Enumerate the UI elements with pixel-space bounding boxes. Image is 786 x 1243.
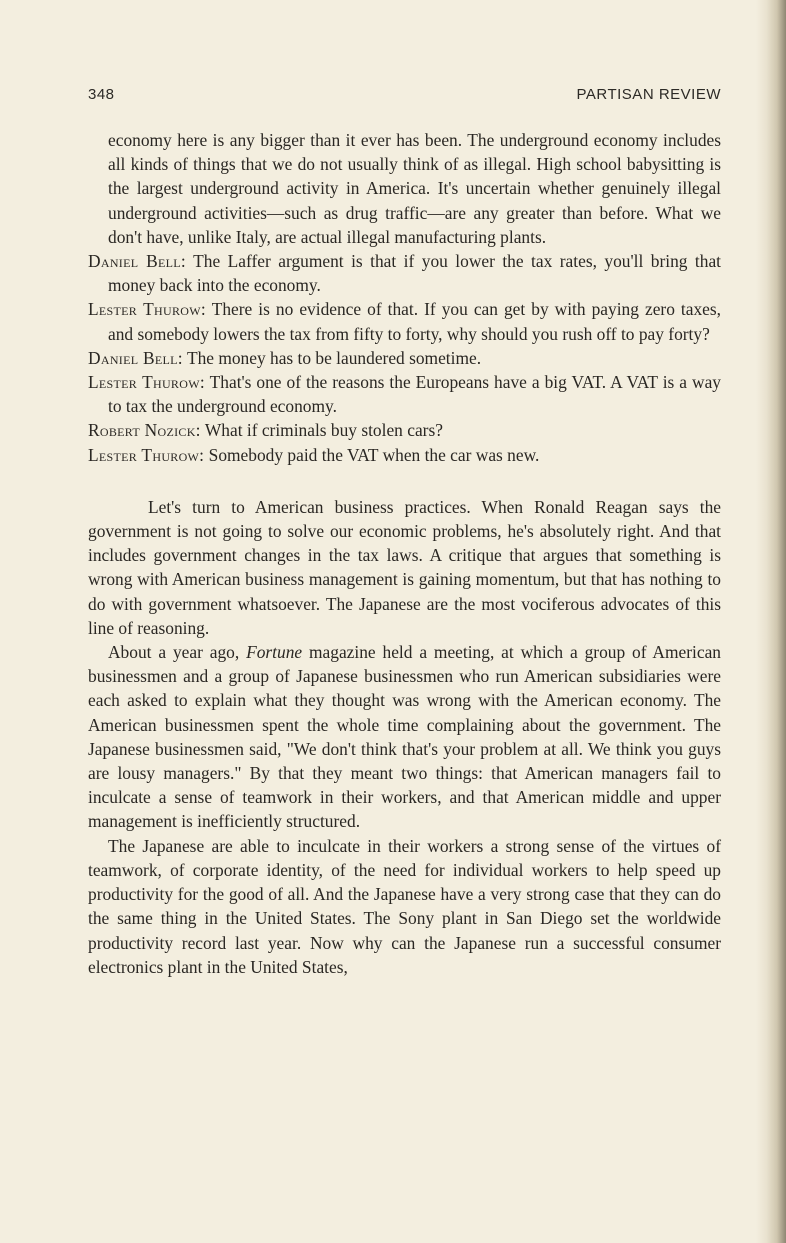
dialogue-entry [88,443,721,467]
speech-text: Somebody paid the VAT when the car was new. [204,444,540,465]
dialogue-continuation: economy here is any bigger than it ever has been. The underground economy includes all kinds of things that we do not usually think of as illegal. High school babysitting is the largest underground activity in America. It's uncertain whether genuinely illegal underground activities—such as drug traffic—are any greater than before. What we don't have, unlike Italy, are actual illegal manufacturing plants. [108,130,721,247]
paragraph-text: magazine held a meeting, at which a group of American businessmen and a group of Japanese businessmen who run American subsidiaries were each asked to explain what they thought was wrong with the American economy. The American businessmen spent the whole time complaining about the government. The Japanese businessmen said, "We don't think that's your problem at all. We think you guys are lousy managers." By that they meant two things: that American managers fail to inculcate a sense of teamwork in their workers, and that American middle and upper management is inefficiently structured. [88,642,721,832]
essay-paragraph: Let's turn to American business practices. When Ronald Reagan says the government is not going to solve our economic problems, he's absolutely right. And that includes government changes in the tax laws. A critique that argues that something is wrong with American business management is gaining momentum, but that has nothing to do with government whatsoever. The Japanese are the most vociferous advocates of this line of reasoning. [88,496,721,638]
speaker-name: Daniel Bell: [88,251,187,272]
dialogue-entry [88,418,721,442]
dialogue-entry [88,370,721,418]
speech-text: The Laffer argument is that if you lower the tax rates, you'll bring that money back into the economy. [108,251,721,296]
speaker-name: Lester Thurow: [88,444,205,465]
dialogue-entry [88,249,721,297]
section-spacer [88,467,721,495]
running-header [88,86,721,108]
page-body [88,128,721,979]
essay-paragraph: The Japanese are able to inculcate in their workers a strong sense of the virtues of teamwork, of corporate identity, of the need for individual workers to help speed up productivity for the good of all. And the Japanese have a very strong case that they can do the same thing in the United States. The Sony plant in San Diego set the worldwide productivity record last year. Now why can the Japanese run a successful consumer electronics plant in the United States, [88,835,721,977]
speech-text: There is no evidence of that. If you can get by with paying zero taxes, and somebody lowers the tax from fifty to forty, why should you rush off to pay forty? [108,299,721,344]
paragraph-text: About a year ago, [108,642,247,663]
page-number: 348 [88,86,115,103]
essay-paragraph [88,640,721,834]
journal-title: PARTISAN REVIEW [576,86,721,103]
page-edge-shadow [756,0,786,1243]
speaker-name: Robert Nozick: [88,420,201,441]
speech-text: That's one of the reasons the Europeans have a big VAT. A VAT is a way to tax the underground economy. [108,372,721,417]
dialogue-entry [88,297,721,345]
speech-text: The money has to be laundered sometime. [182,347,482,368]
speaker-name: Lester Thurow: [88,299,206,320]
speaker-name: Daniel Bell: [88,347,183,368]
speaker-name: Lester Thurow: [88,372,205,393]
speech-text: What if criminals buy stolen cars? [200,420,443,441]
magazine-title: Fortune [246,642,303,663]
dialogue-entry [88,346,721,370]
